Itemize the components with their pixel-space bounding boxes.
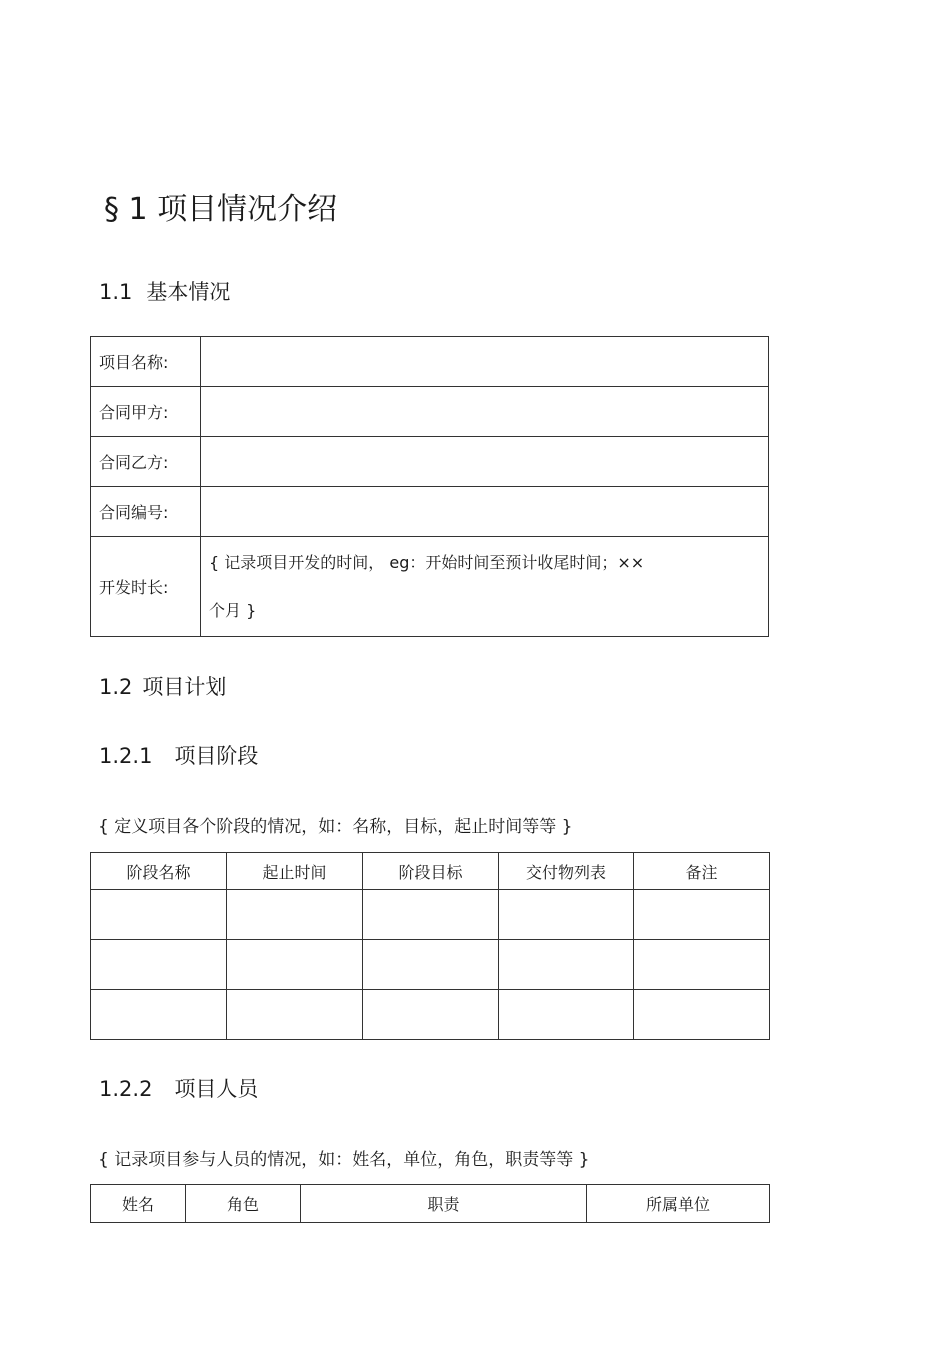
column-header-deliverables: 交付物列表	[499, 853, 634, 890]
section-mark: §	[104, 192, 119, 227]
section-title: 项目人员	[174, 1077, 259, 1101]
column-header-period: 起止时间	[227, 853, 363, 890]
column-header-organization: 所属单位	[587, 1185, 770, 1223]
table-cell[interactable]	[227, 940, 363, 990]
members-note: { 记录项目参与人员的情况，如：姓名，单位，角色，职责等等 }	[98, 1150, 590, 1170]
table-row	[91, 890, 770, 940]
phases-table	[90, 852, 770, 1040]
section-title: 项目计划	[142, 675, 227, 699]
section-number: 1.2.1	[99, 744, 153, 768]
basic-info-table	[90, 336, 769, 637]
section-number: 1.2.2	[99, 1077, 153, 1101]
table-row	[91, 387, 769, 437]
section-title: 基本情况	[146, 280, 231, 304]
contract-number-label: 合同编号:	[91, 487, 201, 537]
project-name-label: 项目名称:	[91, 337, 201, 387]
chapter-number: 1	[128, 192, 148, 227]
section-heading-project-phases	[99, 741, 258, 771]
table-cell[interactable]	[227, 990, 363, 1040]
table-cell[interactable]	[499, 990, 634, 1040]
contract-number-value[interactable]	[201, 487, 769, 537]
column-header-remarks: 备注	[634, 853, 770, 890]
phases-note: { 定义项目各个阶段的情况，如：名称，目标，起止时间等等 }	[98, 817, 573, 837]
section-heading-project-plan	[99, 672, 226, 702]
column-header-duties: 职责	[301, 1185, 587, 1223]
table-row	[91, 537, 769, 637]
chapter-title	[104, 190, 337, 230]
section-title: 项目阶段	[174, 744, 259, 768]
table-cell[interactable]	[91, 990, 227, 1040]
table-row	[91, 337, 769, 387]
table-cell[interactable]	[363, 940, 499, 990]
table-row	[91, 487, 769, 537]
section-number: 1.2	[99, 675, 133, 699]
section-number: 1.1	[99, 280, 133, 304]
duration-label: 开发时长:	[91, 537, 201, 637]
duration-value[interactable]	[201, 537, 769, 637]
table-cell[interactable]	[634, 890, 770, 940]
table-cell[interactable]	[499, 890, 634, 940]
table-cell[interactable]	[634, 940, 770, 990]
members-table	[90, 1184, 770, 1223]
section-heading-project-members	[99, 1074, 258, 1104]
table-cell[interactable]	[363, 990, 499, 1040]
table-header-row	[91, 853, 770, 890]
column-header-phase-name: 阶段名称	[91, 853, 227, 890]
column-header-role: 角色	[186, 1185, 301, 1223]
table-row	[91, 990, 770, 1040]
chapter-title-text: 项目情况介绍	[157, 192, 338, 227]
project-name-value[interactable]	[201, 337, 769, 387]
party-a-value[interactable]	[201, 387, 769, 437]
table-cell[interactable]	[363, 890, 499, 940]
table-cell[interactable]	[499, 940, 634, 990]
column-header-name: 姓名	[91, 1185, 186, 1223]
column-header-phase-goal: 阶段目标	[363, 853, 499, 890]
table-header-row	[91, 1185, 770, 1223]
table-cell[interactable]	[91, 940, 227, 990]
party-a-label: 合同甲方:	[91, 387, 201, 437]
table-cell[interactable]	[91, 890, 227, 940]
table-row	[91, 940, 770, 990]
party-b-value[interactable]	[201, 437, 769, 487]
table-cell[interactable]	[227, 890, 363, 940]
section-heading-basic-info	[99, 277, 230, 307]
table-row	[91, 437, 769, 487]
table-cell[interactable]	[634, 990, 770, 1040]
party-b-label: 合同乙方:	[91, 437, 201, 487]
duration-note-line1: { 记录项目开发的时间， eg：开始时间至预计收尾时间；××	[209, 552, 645, 572]
duration-note-line2: 个月 }	[209, 600, 257, 620]
